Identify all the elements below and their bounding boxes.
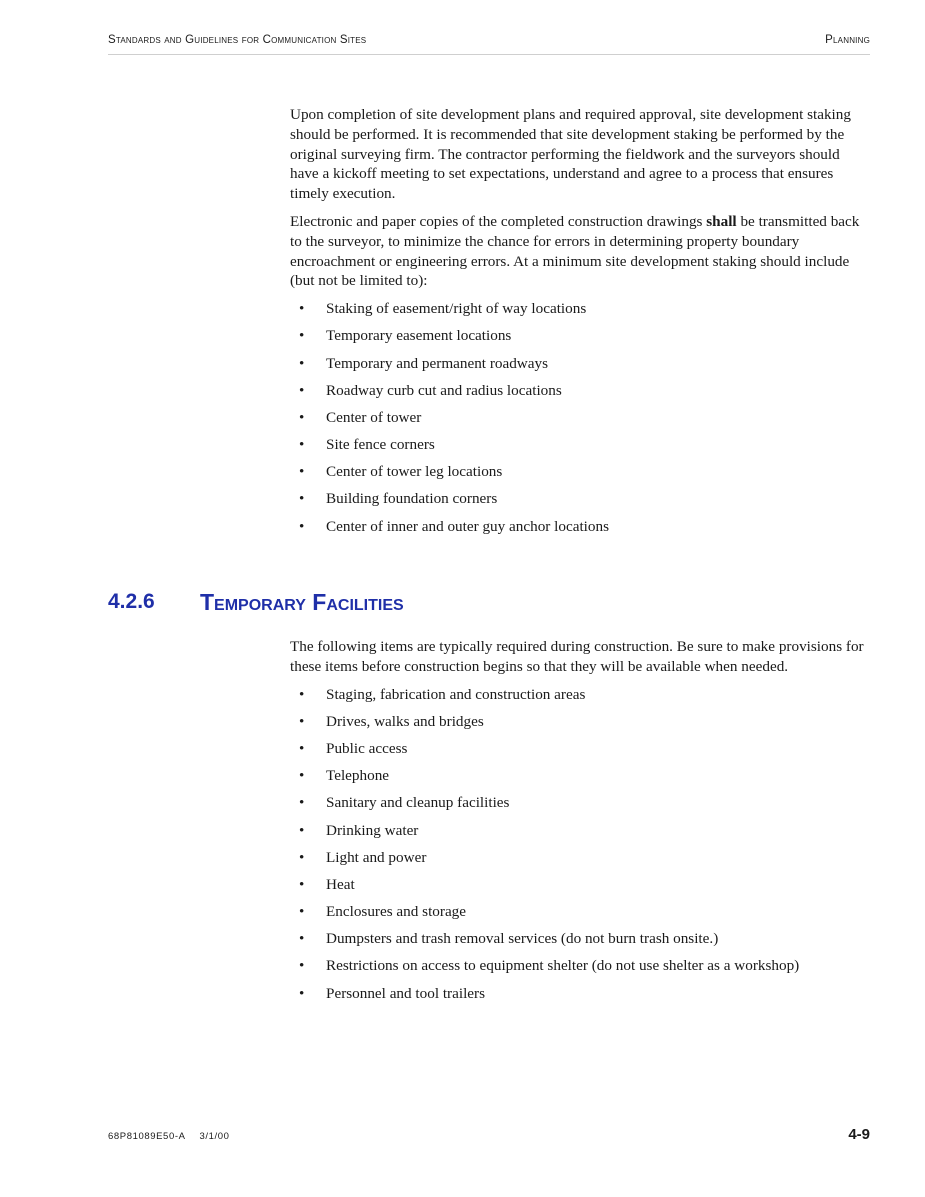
facilities-intro-paragraph: The following items are typically required during construction. Be sure to make provisions for these items before construction begins so that they will be available when needed. [290,638,864,675]
list-item-text: Building foundation corners [326,490,498,508]
bullet-icon: • [299,327,305,345]
list-item-text: Center of tower [326,408,422,426]
page-number: 4-9 [848,1126,870,1143]
header-chapter: Planning [825,34,870,46]
staking-list [290,299,870,544]
bullet-icon: • [299,875,305,893]
p2-bold-shall: shall [706,212,737,230]
bullet-icon: • [299,794,305,812]
footer-doc-id: 68P81089E50-A [108,1131,186,1142]
list-item [290,299,870,326]
bullet-icon: • [299,957,305,975]
bullet-icon: • [299,463,305,481]
bullet-icon: • [299,436,305,454]
staking-section-body [290,105,870,544]
list-item-text: Temporary and permanent roadways [326,354,549,372]
list-item-text: Drives, walks and bridges [326,712,484,730]
footer-doc-info [108,1131,230,1142]
list-item [290,739,870,766]
list-item [290,984,870,1011]
staking-paragraph-2 [290,212,870,291]
list-item [290,848,870,875]
bullet-icon: • [299,517,305,535]
bullet-icon: • [299,903,305,921]
list-item-text: Light and power [326,848,427,866]
running-header [108,34,870,50]
list-item [290,875,870,902]
list-item-text: Heat [326,875,355,893]
list-item [290,956,870,983]
list-item [290,929,870,956]
list-item-text: Center of inner and outer guy anchor locations [326,517,609,535]
bullet-icon: • [299,354,305,372]
list-item-text: Drinking water [326,821,419,839]
list-item [290,766,870,793]
list-item-text: Public access [326,739,408,757]
list-item [290,902,870,929]
list-item [290,326,870,353]
list-item-text: Enclosures and storage [326,903,467,921]
list-item-text: Telephone [326,767,390,785]
bullet-icon: • [299,767,305,785]
bullet-icon: • [299,408,305,426]
section-number: 4.2.6 [108,590,155,613]
bullet-icon: • [299,300,305,318]
list-item [290,685,870,712]
list-item [290,712,870,739]
list-item [290,793,870,820]
list-item-text: Temporary easement locations [326,327,512,345]
facilities-list [290,685,870,1011]
list-item [290,821,870,848]
header-title: Standards and Guidelines for Communication Sites [108,34,367,46]
staking-paragraph-1: Upon completion of site development plans and required approval, site development staking should be performed. It is recommended that site development staking be performed by the original surveying firm. The contractor performing the fieldwork and the surveyors should have a kickoff meeting to set expectations, understand and agree to a process that ensures timely execution. [290,106,851,203]
list-item-text: Sanitary and cleanup facilities [326,794,510,812]
list-item [290,489,870,516]
bullet-icon: • [299,712,305,730]
list-item [290,517,870,544]
bullet-icon: • [299,984,305,1002]
list-item [290,408,870,435]
bullet-icon: • [299,930,305,948]
list-item-text: Roadway curb cut and radius locations [326,381,562,399]
footer-date: 3/1/00 [199,1131,230,1142]
list-item [290,354,870,381]
p2-text-before: Electronic and paper copies of the completed construction drawings [290,212,707,230]
section-title: Temporary Facilities [200,589,404,615]
header-rule [108,54,870,55]
bullet-icon: • [299,739,305,757]
list-item-text: Restrictions on access to equipment shelter (do not use shelter as a workshop) [326,957,800,975]
list-item-text: Site fence corners [326,436,435,454]
p2-text-after: be transmitted back to the surveyor, to minimize the chance for errors in determining property boundary encroachment or engineering errors. At a minimum site development staking should include (but not be limited to): [290,212,860,290]
list-item-text: Staking of easement/right of way locations [326,300,587,318]
bullet-icon: • [299,848,305,866]
temporary-facilities-body [290,637,870,1011]
bullet-icon: • [299,381,305,399]
bullet-icon: • [299,821,305,839]
list-item [290,435,870,462]
list-item [290,381,870,408]
list-item [290,462,870,489]
list-item-text: Personnel and tool trailers [326,984,486,1002]
list-item-text: Dumpsters and trash removal services (do not burn trash onsite.) [326,930,719,948]
list-item-text: Center of tower leg locations [326,463,503,481]
list-item-text: Staging, fabrication and construction areas [326,685,586,703]
bullet-icon: • [299,490,305,508]
bullet-icon: • [299,685,305,703]
